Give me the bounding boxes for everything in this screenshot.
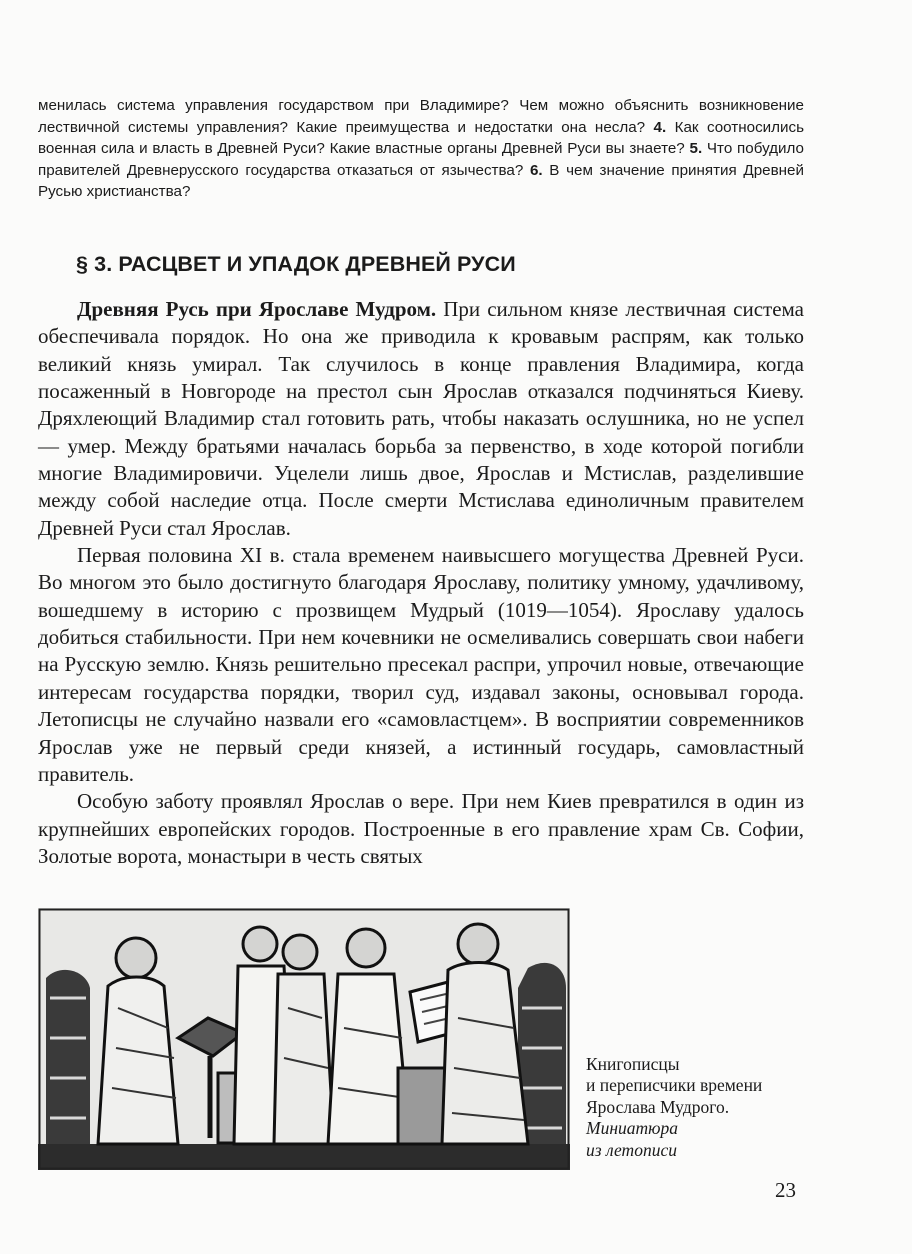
question-text-4: Как соотносились военная сила и власть в Древней Руси? Какие властные органы Древней Руси вы знаете? (38, 118, 804, 158)
caption-line-1: Книгописцы (586, 1054, 680, 1074)
paragraph-lead-heading: Древняя Русь при Ярославе Мудром. (77, 297, 437, 321)
question-text-6: В чем значение принятия Древней Русью христианства? (38, 161, 804, 201)
paragraph-1 (38, 296, 804, 542)
question-number-4: 4. (653, 118, 667, 136)
question-number-6: 6. (529, 161, 543, 179)
page-number: 23 (775, 1178, 796, 1202)
caption-line-3: Ярослава Мудрого. (586, 1096, 730, 1117)
caption-line-4: Миниатюра (586, 1118, 678, 1139)
caption-line-5: из летописи (586, 1139, 677, 1160)
question-text: менилась система управления государством при Владимире? Чем можно объяснить возникновение лествичной системы управления? Какие преимущества и недостатки она несла? (38, 97, 804, 136)
illustration-caption (586, 1054, 816, 1161)
scribes-miniature-illustration (38, 908, 570, 1170)
section-body (38, 296, 804, 870)
paragraph-2: Первая половина XI в. стала временем наивысшего могущества Древней Руси. Во многом это было достигнуто благодаря Ярославу, политику умному, удачливому, вошедшему в историю с прозвищем Мудрый (1019—1054). Ярославу удалось добиться стабильности. При нем кочевники не осмеливались совершать свои набеги на Русскую землю. Князь решительно пресекал распри, упрочил новые, отвечающие интересам государства порядки, творил суд, издавал законы, основывал города. Летописцы не случайно назвали его «самовластцем». В восприятии современников Ярослав уже не первый среди князей, а истинный государь, самовластный правитель. (38, 543, 804, 786)
section-title: § 3. РАСЦВЕТ И УПАДОК ДРЕВНЕЙ РУСИ (76, 252, 516, 276)
review-questions (38, 95, 804, 203)
caption-line-2: и переписчики времени (586, 1075, 763, 1096)
question-number-5: 5. (689, 140, 703, 158)
paragraph-1-text: При сильном князе лествичная система обеспечивала порядок. Но она же приводила к кровавым распрям, как только великий князь умирал. Так случилось в конце правления Владимира, когда посаженный в Новгороде на престол сын Ярослав отказался подчиняться Киеву. Дряхлеющий Владимир стал готовить рать, чтобы наказать ослушника, но не успел — умер. Между братьями началась борьба за первенство, в ходе которой погибли многие Владимировичи. Уцелели лишь двое, Ярослав и Мстислав, разделившие между собой наследие отца. После смерти Мстислава единоличным правителем Древней Руси стал Ярослав. (38, 297, 804, 540)
paragraph-3: Особую заботу проявлял Ярослав о вере. При нем Киев превратился в один из крупнейших европейских городов. Построенные в его правление храм Св. Софии, Золотые ворота, монастыри в честь святых (38, 789, 804, 868)
question-text-5: Что побудило правителей Древнерусского государства отказаться от язычества? (38, 140, 804, 179)
